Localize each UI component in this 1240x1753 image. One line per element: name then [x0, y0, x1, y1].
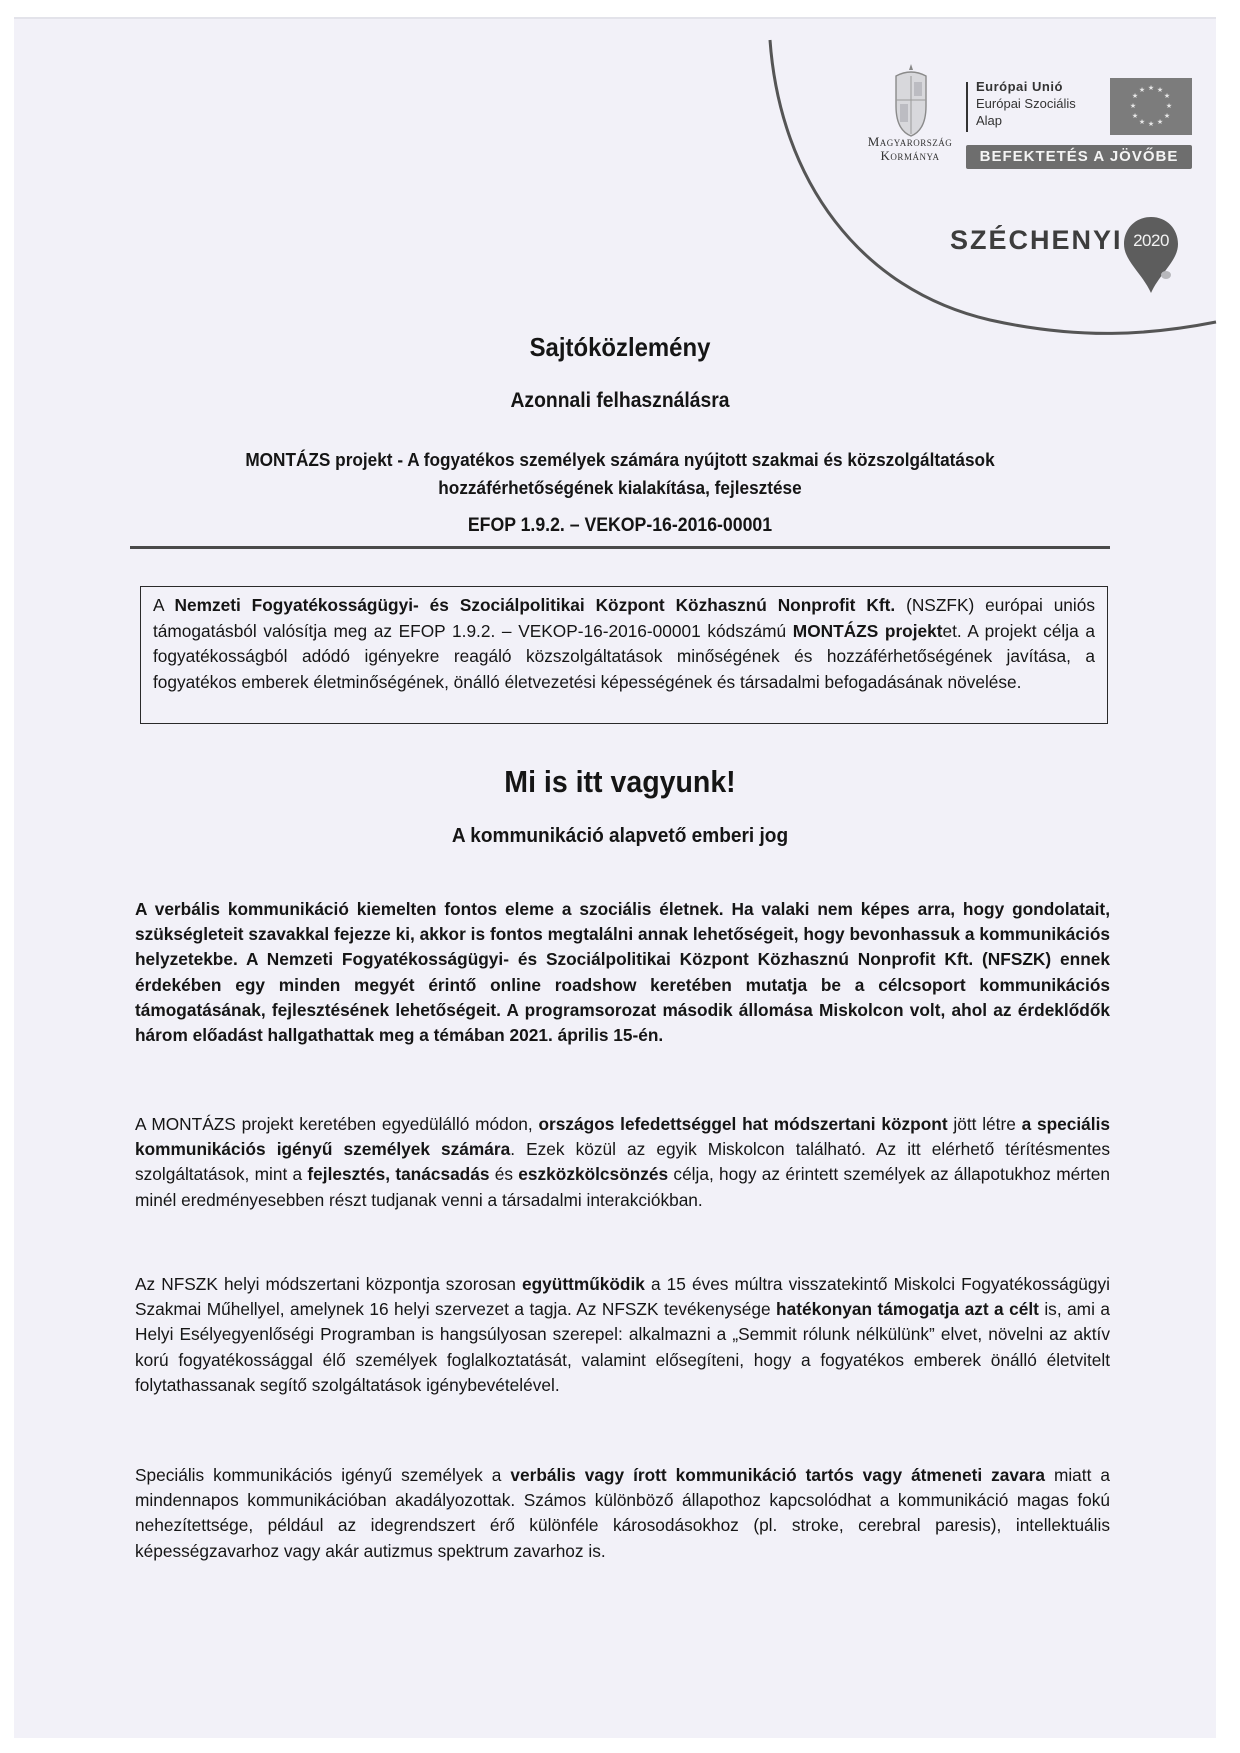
headline: Mi is itt vagyunk! [504, 764, 736, 799]
svg-text:★: ★ [1138, 86, 1146, 94]
government-name [835, 135, 985, 163]
svg-text:★: ★ [1131, 112, 1139, 120]
svg-text:★: ★ [1156, 86, 1164, 94]
eu-fund-line2: Alap [976, 113, 1003, 128]
svg-text:★: ★ [1138, 118, 1146, 126]
eu-title: Európai Unió [976, 79, 1063, 94]
project-code: EFOP 1.9.2. – VEKOP-16-2016-00001 [467, 515, 773, 536]
intro-text: et. A projekt célja a fogyatékosságból adódó igényekre reagáló közszolgáltatások minőségének és hozzáférhetőségének javítása, a fogyatékos emberek életminőségének, önálló életvezetési képességének és társadalmi befogadásának növelése. [153, 620, 1095, 692]
szechenyi-year: 2020 [1133, 231, 1169, 250]
gov-name-line1: Magyarország [867, 134, 953, 149]
body-paragraph [135, 1272, 1110, 1398]
bold-run: a speciális kommunikációs igényű személyek számára [135, 1114, 1111, 1160]
text-run: miatt a mindennapos kommunikációban akadályozottak. Számos különböző állapothoz kapcsolódhat a kommunikáció magas fokú nehezítettsége, például az idegrendszert érő különféle károsodásokhoz (pl. stroke, cerebral paresis), intellektuális képességzavarhoz vagy akár autizmus spektrum zavarhoz is. [135, 1465, 1111, 1561]
eu-fund-line1: Európai Szociális [976, 96, 1076, 111]
svg-text:★: ★ [1156, 118, 1164, 126]
szechenyi-pin-logo [1122, 215, 1180, 295]
intro-text: A [153, 595, 175, 615]
bold-run: országos lefedettséggel hat módszertani központ [538, 1114, 948, 1134]
text-run: jött létre [947, 1114, 1022, 1134]
text-run: . Ezek közül az egyik Miskolcon található. Az itt elérhető térítésmentes szolgáltatások, mint a [135, 1139, 1111, 1185]
lead-paragraph: A verbális kommunikáció kiemelten fontos eleme a szociális életnek. Ha valaki nem képes arra, hogy gondolatait, szükségleteit szavakkal fejezze ki, akkor is fontos megtalálni annak lehetőségeit, hogy bevonhassuk a kommunikációs helyzetekbe. A Nemzeti Fogyatékosságügyi- és Szociálpolitikai Központ Közhasznú Nonprofit Kft. (NFSZK) ennek érdekében egy minden megyét érintő online roadshow keretében mutatja be a célcsoport kommunikációs támogatásának, fejlesztésének lehetőségeit. A programsorozat második állomása Miskolcon volt, ahol az érdeklődők három előadást hallgathattak meg a témában 2021. április 15-én. [135, 899, 1110, 1046]
project-title-line1: MONTÁZS projekt - A fogyatékos személyek számára nyújtott szakmai és közszolgáltatások [245, 449, 995, 470]
text-run: A MONTÁZS projekt keretében egyedülálló módon, [135, 1114, 539, 1134]
intro-paragraph [153, 593, 1095, 695]
horizontal-rule [130, 546, 1110, 549]
bold-run: eszközkölcsönzés [518, 1164, 669, 1185]
organization-name: Nemzeti Fogyatékosságügyi- és Szociálpolitikai Központ Közhasznú Nonprofit Kft. [174, 595, 896, 615]
bold-run: fejlesztés, tanácsadás [307, 1164, 490, 1185]
immediate-use-subtitle: Azonnali felhasználásra [510, 389, 730, 412]
eu-divider [966, 82, 968, 132]
svg-text:★: ★ [1147, 84, 1155, 92]
text-run: és [489, 1164, 519, 1185]
intro-text: (NSZFK) európai uniós támogatásból valósítja meg az EFOP 1.9.2. – VEKOP-16-2016-00001 kódszámú [153, 595, 1096, 641]
svg-text:★: ★ [1131, 92, 1139, 100]
gov-name-line2: Kormánya [880, 148, 940, 163]
project-title-line2: hozzáférhetőségének kialakítása, fejlesztése [438, 477, 802, 498]
text-run: célja, hogy az érintett személyek az állapotukhoz mérten minél eredményesebben részt tudjanak venni a társadalmi interakciókban. [135, 1164, 1111, 1210]
bold-run: hatékonyan támogatja azt a célt [776, 1299, 1039, 1320]
intro-box [140, 586, 1108, 724]
eu-fund-label [976, 78, 1076, 129]
text-run: Az NFSZK helyi módszertani központja szorosan [135, 1274, 522, 1294]
svg-text:★: ★ [1163, 92, 1171, 100]
szechenyi-logo-text: SZÉCHENYI [950, 225, 1123, 255]
subheadline: A kommunikáció alapvető emberi jog [451, 824, 789, 847]
text-run: Speciális kommunikációs igényű személyek a [135, 1465, 511, 1485]
svg-text:★: ★ [1147, 120, 1155, 128]
body-paragraph [135, 1463, 1110, 1564]
press-release-title: Sajtóközlemény [529, 332, 711, 362]
bold-run: együttműködik [522, 1274, 645, 1294]
body-paragraph [135, 1112, 1110, 1213]
hungarian-coat-of-arms-icon [888, 62, 934, 138]
project-name: MONTÁZS projekt [792, 620, 943, 641]
eu-slogan-banner: BEFEKTETÉS A JÖVŐBE [966, 145, 1192, 169]
map-pin-icon [1122, 215, 1180, 295]
text-run: a 15 éves múltra visszatekintő Miskolci Fogyatékosságügyi Szakmai Műhellyel, amelynek 16 helyi szervezet a tagja. Az NFSZK tevékenysége [135, 1274, 1111, 1320]
bold-run: verbális vagy írott kommunikáció tartós vagy átmeneti zavara [510, 1465, 1045, 1485]
eu-flag-icon [1110, 78, 1192, 135]
project-title [164, 446, 1075, 502]
svg-text:★: ★ [1165, 102, 1173, 110]
svg-text:★: ★ [1129, 102, 1137, 110]
svg-text:★: ★ [1163, 112, 1171, 120]
text-run: is, ami a Helyi Esélyegyenlőségi Programban is hangsúlyosan szerepel: alkalmazni a „Semmit rólunk nélkülünk” elvet, növelni az aktív korú fogyatékossággal élő személyek foglalkoztatását, valamint elősegíteni, hogy a fogyatékos emberek önálló életvitelt folytathassanak segítő szolgáltatások igénybevételével. [135, 1299, 1110, 1395]
